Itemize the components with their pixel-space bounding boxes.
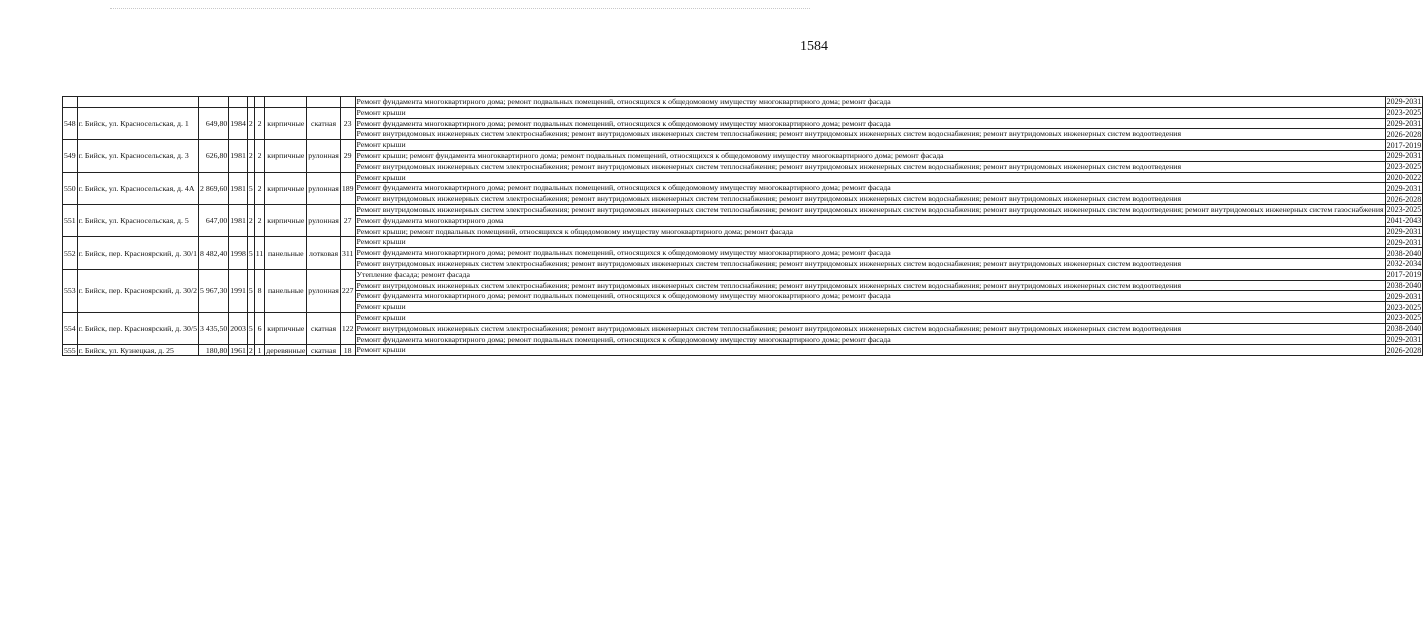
work-years: 2023-2025: [1386, 162, 1422, 172]
entrance-count: 1: [254, 345, 265, 356]
wall-material: кирпичные: [265, 312, 307, 344]
scan-artifact-line: [110, 8, 810, 9]
table-row: [63, 140, 1423, 151]
work-years: 2026-2028: [1386, 129, 1422, 139]
work-description: Ремонт внутридомовых инженерных систем электроснабжения; ремонт внутридомовых инженерных систем теплоснабжения; ремонт внутридомовых инженерных систем водоснабжения; ремонт внутридомовых инженерных систем водоотведения: [355, 323, 1385, 334]
work-years: 2029-2031: [1386, 291, 1422, 301]
table-row: [63, 345, 1423, 356]
building-address: г. Бийск, пер. Красноярский, д. 30/1: [77, 237, 198, 269]
building-address: г. Бийск, ул. Красносельская, д. 5: [77, 204, 198, 236]
empty-cell-num: [63, 97, 78, 108]
work-description: Ремонт крыши: [355, 107, 1385, 118]
work-description: Ремонт фундамента многоквартирного дома; ремонт подвальных помещений, относящихся к общедомовому имуществу многоквартирного дома; ремонт фасада: [355, 291, 1385, 302]
work-years: 2023-2025: [1386, 205, 1422, 215]
work-years: 2023-2025: [1386, 108, 1422, 118]
construction-year: 1984: [229, 107, 248, 139]
work-years: 2020-2022: [1386, 172, 1422, 182]
work-years: 2026-2028: [1386, 345, 1422, 355]
resident-count: 122: [340, 312, 355, 344]
row-number: 548: [63, 107, 78, 139]
work-years: 2029-2031: [1386, 334, 1422, 344]
table-row: [63, 312, 1423, 323]
work-description: Ремонт внутридомовых инженерных систем электроснабжения; ремонт внутридомовых инженерных систем теплоснабжения; ремонт внутридомовых инженерных систем водоснабжения; ремонт внутридомовых инженерных систем водоотведения: [355, 129, 1385, 140]
floor-count: 2: [247, 204, 254, 236]
floor-count: 2: [247, 107, 254, 139]
work-years: 2023-2025: [1386, 302, 1422, 312]
resident-count: 27: [340, 204, 355, 236]
work-description: Ремонт внутридомовых инженерных систем электроснабжения; ремонт внутридомовых инженерных систем теплоснабжения; ремонт внутридомовых инженерных систем водоснабжения; ремонт внутридомовых инженерных систем водоотведения: [355, 258, 1385, 269]
wall-material: кирпичные: [265, 172, 307, 204]
floor-count: 2: [248, 345, 253, 355]
entrance-count: 2: [254, 172, 265, 204]
empty-cell-area: [198, 97, 228, 108]
work-description: Утепление фасада; ремонт фасада: [355, 269, 1385, 280]
work-description: Ремонт внутридомовых инженерных систем электроснабжения; ремонт внутридомовых инженерных систем теплоснабжения; ремонт внутридомовых инженерных систем водоснабжения; ремонт внутридомовых инженерных систем водоотведения; ремонт внутридомовых инженерных систем газоснабжения: [356, 204, 1384, 214]
work-description: Ремонт фундамента многоквартирного дома: [355, 215, 1385, 226]
construction-year: 1981: [229, 172, 248, 204]
resident-count: 311: [340, 237, 355, 269]
empty-cell-roof: [307, 97, 341, 108]
resident-count: 29: [340, 140, 355, 172]
work-years: 2038-2040: [1386, 248, 1422, 258]
table-row: [63, 172, 1423, 183]
construction-year: 1991: [229, 269, 248, 312]
roof-type: рулонная: [307, 172, 341, 204]
work-description: Ремонт крыши: [355, 302, 1385, 313]
work-description: Ремонт фундамента многоквартирного дома; ремонт подвальных помещений, относящихся к общедомовому имуществу многоквартирного дома; ремонт фасада: [355, 183, 1385, 194]
work-description: Ремонт крыши; ремонт подвальных помещений, относящихся к общедомовому имуществу многоквартирного дома; ремонт фасада: [355, 226, 1385, 237]
table-row: [63, 107, 1423, 118]
building-address: г. Бийск, ул. Красносельская, д. 3: [77, 140, 198, 172]
work-description: Ремонт фундамента многоквартирного дома; ремонт подвальных помещений, относящихся к общедомовому имуществу многоквартирного дома; ремонт фасада: [355, 248, 1385, 259]
floor-count: 5: [247, 172, 254, 204]
work-description: Ремонт фундамента многоквартирного дома; ремонт подвальных помещений, относящихся к общедомовому имуществу многоквартирного дома; ремонт фасада: [355, 97, 1385, 108]
table-row: [63, 97, 1423, 108]
construction-year: 1981: [229, 204, 248, 236]
resident-count: 23: [340, 107, 355, 139]
repair-program-table: [62, 96, 1423, 356]
floor-count: 5: [247, 269, 254, 312]
table-row: [63, 204, 1423, 215]
wall-material: панельные: [265, 237, 307, 269]
entrance-count: 2: [254, 140, 265, 172]
empty-cell-year: [229, 97, 248, 108]
table-row: [63, 237, 1423, 248]
floor-count: 5: [247, 237, 254, 269]
work-years: 2041-2043: [1386, 216, 1422, 226]
work-years: 2038-2040: [1386, 280, 1422, 290]
wall-material: кирпичные: [265, 204, 307, 236]
work-years: 2029-2031: [1386, 183, 1422, 193]
roof-type: рулонная: [307, 204, 341, 236]
work-description: Ремонт внутридомовых инженерных систем электроснабжения; ремонт внутридомовых инженерных систем теплоснабжения; ремонт внутридомовых инженерных систем водоснабжения; ремонт внутридомовых инженерных систем водоотведения: [355, 280, 1385, 291]
row-number: 552: [63, 237, 78, 269]
floor-count: 2: [247, 140, 254, 172]
work-description: Ремонт крыши: [355, 140, 1385, 151]
work-years: 2017-2019: [1386, 140, 1422, 150]
work-description: Ремонт крыши; ремонт фундамента многоквартирного дома; ремонт подвальных помещений, относящихся к общедомовому имуществу многоквартирного дома; ремонт фасада: [355, 150, 1385, 161]
building-address: г. Бийск, ул. Кузнецкая, д. 25: [77, 345, 198, 356]
building-area: 626,80: [198, 140, 228, 172]
entrance-count: 2: [254, 107, 265, 139]
resident-count: 227: [340, 269, 355, 312]
work-description: Ремонт крыши: [355, 172, 1385, 183]
work-description: Ремонт внутридомовых инженерных систем электроснабжения; ремонт внутридомовых инженерных систем теплоснабжения; ремонт внутридомовых инженерных систем водоснабжения; ремонт внутридомовых инженерных систем водоотведения: [355, 194, 1385, 205]
wall-material: кирпичные: [265, 140, 307, 172]
table-body: [63, 97, 1423, 356]
roof-type: рулонная: [307, 140, 341, 172]
empty-cell-address: [77, 97, 198, 108]
floor-count: 5: [247, 312, 254, 344]
construction-year: 1961: [230, 345, 246, 355]
work-description: Ремонт крыши: [355, 345, 1385, 356]
work-description: Ремонт внутридомовых инженерных систем электроснабжения; ремонт внутридомовых инженерных систем теплоснабжения; ремонт внутридомовых инженерных систем водоснабжения; ремонт внутридомовых инженерных систем водоотведения: [355, 161, 1385, 172]
construction-year: 1998: [229, 237, 248, 269]
work-description: Ремонт фундамента многоквартирного дома; ремонт подвальных помещений, относящихся к общедомовому имуществу многоквартирного дома; ремонт фасада: [355, 118, 1385, 129]
construction-year: 1981: [229, 140, 248, 172]
row-number: 554: [63, 312, 78, 344]
work-years: 2029-2031: [1386, 118, 1422, 128]
empty-cell-residents: [340, 97, 355, 108]
construction-year: 2003: [229, 312, 248, 344]
building-address: г. Бийск, ул. Красносельская, д. 1: [77, 107, 198, 139]
roof-type: скатная: [307, 345, 341, 356]
building-area: 3 435,50: [198, 312, 228, 344]
work-years: 2017-2019: [1386, 270, 1422, 280]
building-address: г. Бийск, ул. Красносельская, д. 4А: [77, 172, 198, 204]
building-area: 647,00: [198, 204, 228, 236]
empty-cell-floors: [247, 97, 254, 108]
work-years: 2023-2025: [1386, 313, 1422, 323]
work-description: Ремонт крыши: [355, 237, 1385, 248]
resident-count: 189: [340, 172, 355, 204]
row-number: 551: [63, 204, 78, 236]
work-description: Ремонт крыши: [355, 312, 1385, 323]
empty-cell-entrances: [254, 97, 265, 108]
work-years: 2038-2040: [1386, 324, 1422, 334]
page-number: 1584: [800, 39, 828, 54]
building-area: 8 482,40: [198, 237, 228, 269]
work-years: 2026-2028: [1386, 194, 1422, 204]
work-years: 2029-2031: [1386, 97, 1422, 107]
entrance-count: 6: [254, 312, 265, 344]
work-years: 2029-2031: [1386, 226, 1422, 236]
row-number: 555: [64, 345, 76, 355]
building-address: г. Бийск, пер. Красноярский, д. 30/5: [77, 312, 198, 344]
table-row: [63, 269, 1423, 280]
building-address: г. Бийск, пер. Красноярский, д. 30/2: [77, 269, 198, 312]
wall-material: деревянные: [266, 345, 306, 355]
roof-type: лотковая: [307, 237, 341, 269]
building-area: 5 967,30: [198, 269, 228, 312]
entrance-count: 8: [254, 269, 265, 312]
work-years: 2029-2031: [1386, 237, 1422, 247]
entrance-count: 11: [254, 237, 265, 269]
roof-type: рулонная: [307, 269, 341, 312]
wall-material: панельные: [265, 269, 307, 312]
wall-material: кирпичные: [265, 107, 307, 139]
row-number: 553: [63, 269, 78, 312]
roof-type: скатная: [307, 312, 341, 344]
work-years: 2032-2034: [1386, 259, 1422, 269]
work-description: Ремонт фундамента многоквартирного дома; ремонт подвальных помещений, относящихся к общедомовому имуществу многоквартирного дома; ремонт фасада: [355, 334, 1385, 345]
resident-count: 18: [340, 345, 355, 356]
work-years: 2029-2031: [1386, 151, 1422, 161]
empty-cell-walls: [265, 97, 307, 108]
entrance-count: 2: [254, 204, 265, 236]
building-area: 2 869,60: [198, 172, 228, 204]
roof-type: скатная: [307, 107, 341, 139]
row-number: 550: [63, 172, 78, 204]
building-area: 180,80: [198, 345, 228, 356]
row-number: 549: [63, 140, 78, 172]
building-area: 649,80: [198, 107, 228, 139]
